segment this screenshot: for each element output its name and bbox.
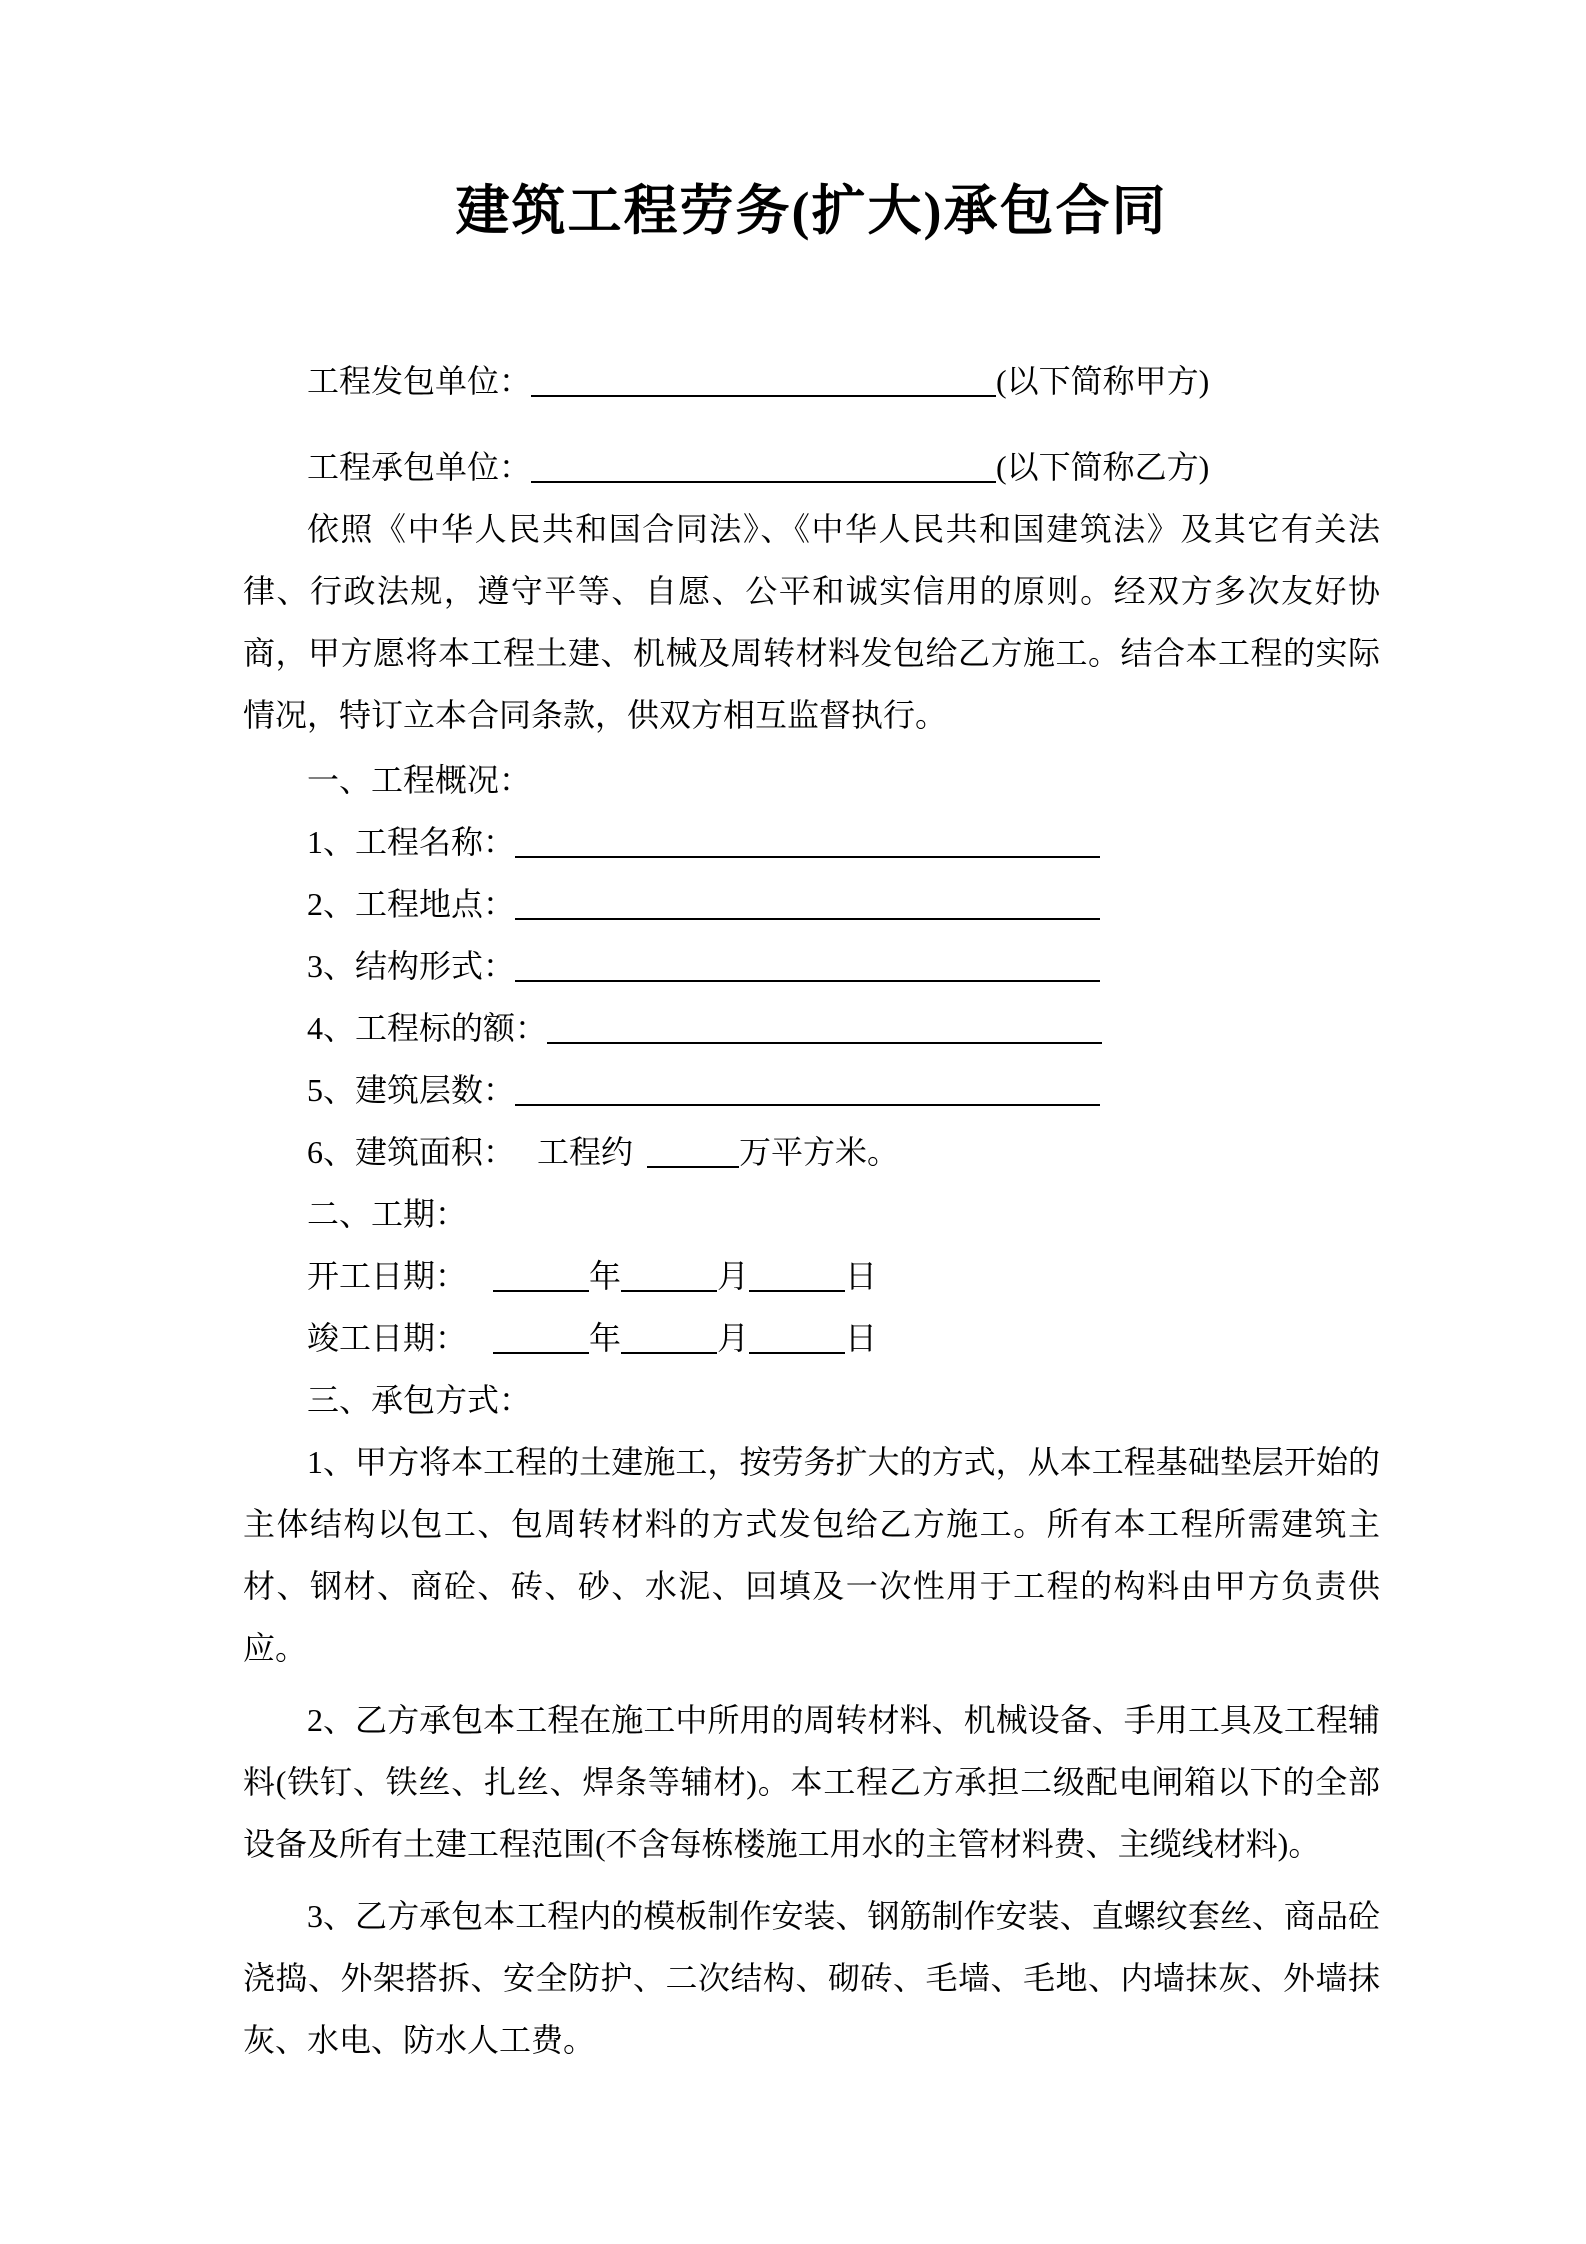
contracting-paragraph-1: 1、甲方将本工程的土建施工，按劳务扩大的方式，从本工程基础垫层开始的主体结构以包工、包周转材料的方式发包给乙方施工。所有本工程所需建筑主材、钢材、商砼、砖、砂、水泥、回填及一次性用于工程的构料由甲方负责供应。 <box>243 1444 1380 1666</box>
project-location-blank <box>515 888 1100 920</box>
building-area-prefix: 工程约 <box>537 1134 634 1170</box>
project-name-blank <box>515 826 1100 858</box>
item-project-name <box>243 811 1380 873</box>
item-building-area-label: 6、建筑面积： <box>307 1134 516 1170</box>
item-building-floors <box>243 1059 1380 1121</box>
start-month-blank <box>621 1260 717 1292</box>
building-floors-blank <box>515 1074 1100 1106</box>
section2-heading: 二、工期： <box>307 1196 468 1232</box>
item-building-floors-label: 5、建筑层数： <box>307 1072 516 1108</box>
start-month-unit: 月 <box>717 1258 750 1294</box>
item-contract-amount <box>243 997 1380 1059</box>
completion-day-blank <box>749 1322 845 1354</box>
completion-month-blank <box>621 1322 717 1354</box>
page-title: 建筑工程劳务(扩大)承包合同 <box>455 181 1168 241</box>
section3-heading: 三、承包方式： <box>307 1382 532 1418</box>
contractor-fill-in-blank <box>531 451 996 483</box>
employer-label: 工程发包单位： <box>307 363 532 399</box>
start-date-label: 开工日期： <box>307 1258 468 1294</box>
structure-type-blank <box>515 950 1100 982</box>
building-area-blank <box>647 1136 739 1168</box>
employer-fill-in-blank <box>531 365 996 397</box>
item-structure-type <box>243 935 1380 997</box>
item-building-area <box>243 1121 1380 1183</box>
building-area-suffix: 万平方米。 <box>739 1134 900 1170</box>
item-project-name-label: 1、工程名称： <box>307 824 516 860</box>
completion-month-unit: 月 <box>717 1320 750 1356</box>
item-project-location <box>243 873 1380 935</box>
contracting-paragraph-3: 3、乙方承包本工程内的模板制作安装、钢筋制作安装、直螺纹套丝、商品砼浇捣、外架搭拆、安全防护、二次结构、砌砖、毛墙、毛地、内墙抹灰、外墙抹灰、水电、防水人工费。 <box>243 1898 1380 2058</box>
contractor-note: (以下简称乙方) <box>996 449 1210 485</box>
completion-date-label: 竣工日期： <box>307 1320 468 1356</box>
item-structure-type-label: 3、结构形式： <box>307 948 516 984</box>
preamble-paragraph: 依照《中华人民共和国合同法》、《中华人民共和国建筑法》及其它有关法律、行政法规，遵守平等、自愿、公平和诚实信用的原则。经双方多次友好协商，甲方愿将本工程土建、机械及周转材料发包给乙方施工。结合本工程的实际情况，特订立本合同条款，供双方相互监督执行。 <box>243 511 1380 733</box>
party-line-employer <box>243 350 1380 412</box>
completion-year-blank <box>493 1322 589 1354</box>
item-project-location-label: 2、工程地点： <box>307 886 516 922</box>
party-line-contractor <box>243 436 1380 498</box>
item-contract-amount-label: 4、工程标的额： <box>307 1010 548 1046</box>
completion-day-unit: 日 <box>845 1320 878 1356</box>
start-year-blank <box>493 1260 589 1292</box>
completion-date-line <box>243 1307 1380 1369</box>
employer-note: (以下简称甲方) <box>996 363 1210 399</box>
start-date-line <box>243 1245 1380 1307</box>
contracting-paragraph-2: 2、乙方承包本工程在施工中所用的周转材料、机械设备、手用工具及工程辅料(铁钉、铁丝、扎丝、焊条等辅材)。本工程乙方承担二级配电闸箱以下的全部设备及所有土建工程范围(不含每栋楼施工用水的主管材料费、主缆线材料)。 <box>243 1702 1380 1862</box>
section1-heading: 一、工程概况： <box>307 762 532 798</box>
start-day-blank <box>749 1260 845 1292</box>
contract-amount-blank <box>547 1012 1102 1044</box>
completion-year-unit: 年 <box>589 1320 622 1356</box>
contractor-label: 工程承包单位： <box>307 449 532 485</box>
start-year-unit: 年 <box>589 1258 622 1294</box>
start-day-unit: 日 <box>845 1258 878 1294</box>
